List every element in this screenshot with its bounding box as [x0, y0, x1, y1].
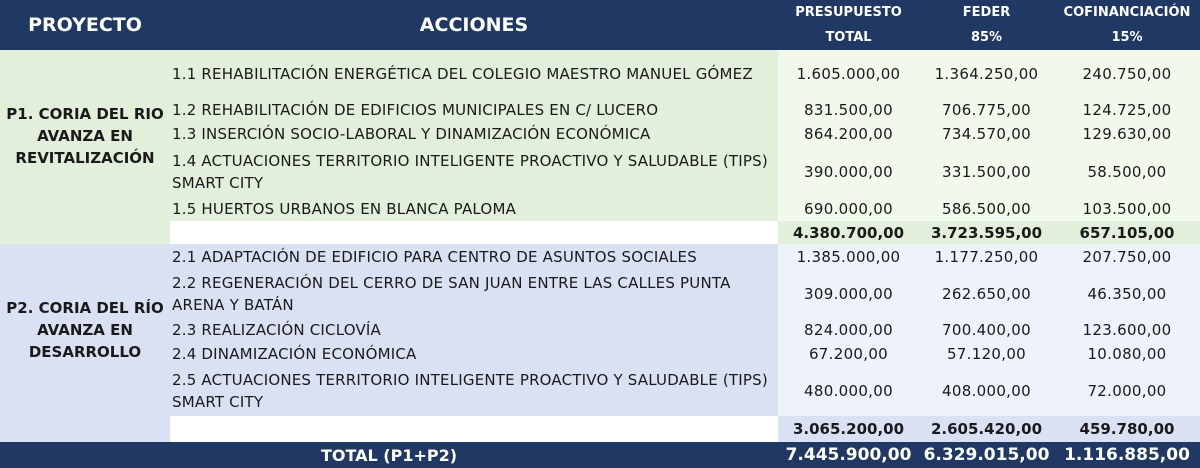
cofin-cell: 240.750,00	[1054, 50, 1200, 98]
total-cell: 831.500,00	[778, 98, 919, 122]
grand-total-label: TOTAL (P1+P2)	[0, 442, 778, 468]
table-row	[0, 122, 1200, 146]
subtotal-row-p2	[0, 416, 1200, 442]
feder-cell: 57.120,00	[919, 342, 1054, 366]
feder-cell: 706.775,00	[919, 98, 1054, 122]
feder-cell: 262.650,00	[919, 270, 1054, 318]
cofin-cell: 123.600,00	[1054, 318, 1200, 342]
header-presupuesto	[778, 0, 919, 50]
table-row	[0, 146, 1200, 197]
header-acciones: ACCIONES	[170, 0, 778, 50]
feder-cell: 1.364.250,00	[919, 50, 1054, 98]
grand-total-feder: 6.329.015,00	[919, 442, 1054, 468]
cofin-cell: 72.000,00	[1054, 366, 1200, 416]
action-cell: 1.1 REHABILITACIÓN ENERGÉTICA DEL COLEGIO MAESTRO MANUEL GÓMEZ	[170, 50, 778, 98]
cofin-cell: 124.725,00	[1054, 98, 1200, 122]
action-cell: 2.5 ACTUACIONES TERRITORIO INTELIGENTE PROACTIVO Y SALUDABLE (TIPS) SMART CITY	[170, 366, 778, 416]
subtotal-cofin: 657.105,00	[1054, 221, 1200, 244]
subtotal-spacer	[0, 221, 170, 244]
subtotal-feder: 2.605.420,00	[919, 416, 1054, 442]
subtotal-feder: 3.723.595,00	[919, 221, 1054, 244]
total-cell: 690.000,00	[778, 197, 919, 221]
header-feder-line2: 85%	[970, 30, 1003, 45]
action-cell: 1.5 HUERTOS URBANOS EN BLANCA PALOMA	[170, 197, 778, 221]
total-cell: 1.605.000,00	[778, 50, 919, 98]
header-presupuesto-line2: TOTAL	[825, 30, 872, 45]
table-row	[0, 98, 1200, 122]
header-proyecto: PROYECTO	[0, 0, 170, 50]
total-cell: 824.000,00	[778, 318, 919, 342]
total-cell: 309.000,00	[778, 270, 919, 318]
cofin-cell: 207.750,00	[1054, 244, 1200, 270]
feder-cell: 408.000,00	[919, 366, 1054, 416]
header-feder	[919, 0, 1054, 50]
subtotal-row-p1	[0, 221, 1200, 244]
header-cofinanciacion	[1054, 0, 1200, 50]
total-cell: 390.000,00	[778, 146, 919, 197]
subtotal-cofin: 459.780,00	[1054, 416, 1200, 442]
action-cell: 2.1 ADAPTACIÓN DE EDIFICIO PARA CENTRO DE ASUNTOS SOCIALES	[170, 244, 778, 270]
header-feder-line1: FEDER	[962, 5, 1011, 20]
table-row	[0, 342, 1200, 366]
table-row	[0, 318, 1200, 342]
action-cell: 2.3 REALIZACIÓN CICLOVÍA	[170, 318, 778, 342]
project-p2-name: P2. CORIA DEL RÍO AVANZA EN DESARROLLO	[0, 244, 170, 416]
cofin-cell: 129.630,00	[1054, 122, 1200, 146]
header-presupuesto-line1: PRESUPUESTO	[795, 5, 902, 20]
feder-cell: 700.400,00	[919, 318, 1054, 342]
total-cell: 67.200,00	[778, 342, 919, 366]
project-p1-name: P1. CORIA DEL RIO AVANZA EN REVITALIZACIÓN	[0, 50, 170, 221]
subtotal-total: 4.380.700,00	[778, 221, 919, 244]
cofin-cell: 46.350,00	[1054, 270, 1200, 318]
grand-total-row	[0, 442, 1200, 468]
action-cell: 1.4 ACTUACIONES TERRITORIO INTELIGENTE PROACTIVO Y SALUDABLE (TIPS) SMART CITY	[170, 146, 778, 197]
header-cofin-line2: 15%	[1111, 30, 1143, 45]
table-row	[0, 197, 1200, 221]
feder-cell: 331.500,00	[919, 146, 1054, 197]
subtotal-total: 3.065.200,00	[778, 416, 919, 442]
subtotal-blank	[170, 416, 778, 442]
cofin-cell: 103.500,00	[1054, 197, 1200, 221]
table-row	[0, 50, 1200, 98]
action-cell: 1.2 REHABILITACIÓN DE EDIFICIOS MUNICIPALES EN C/ LUCERO	[170, 98, 778, 122]
feder-cell: 586.500,00	[919, 197, 1054, 221]
table-row	[0, 244, 1200, 270]
total-cell: 864.200,00	[778, 122, 919, 146]
table-row	[0, 366, 1200, 416]
action-cell: 1.3 INSERCIÓN SOCIO-LABORAL Y DINAMIZACIÓN ECONÓMICA	[170, 122, 778, 146]
cofin-cell: 10.080,00	[1054, 342, 1200, 366]
feder-cell: 734.570,00	[919, 122, 1054, 146]
subtotal-spacer	[0, 416, 170, 442]
action-cell: 2.2 REGENERACIÓN DEL CERRO DE SAN JUAN ENTRE LAS CALLES PUNTA ARENA Y BATÁN	[170, 270, 778, 318]
table-row	[0, 270, 1200, 318]
total-cell: 1.385.000,00	[778, 244, 919, 270]
action-cell: 2.4 DINAMIZACIÓN ECONÓMICA	[170, 342, 778, 366]
feder-cell: 1.177.250,00	[919, 244, 1054, 270]
grand-total-total: 7.445.900,00	[778, 442, 919, 468]
total-cell: 480.000,00	[778, 366, 919, 416]
cofin-cell: 58.500,00	[1054, 146, 1200, 197]
subtotal-blank	[170, 221, 778, 244]
grand-total-cofin: 1.116.885,00	[1054, 442, 1200, 468]
header-cofin-line1: COFINANCIACIÓN	[1063, 5, 1191, 20]
